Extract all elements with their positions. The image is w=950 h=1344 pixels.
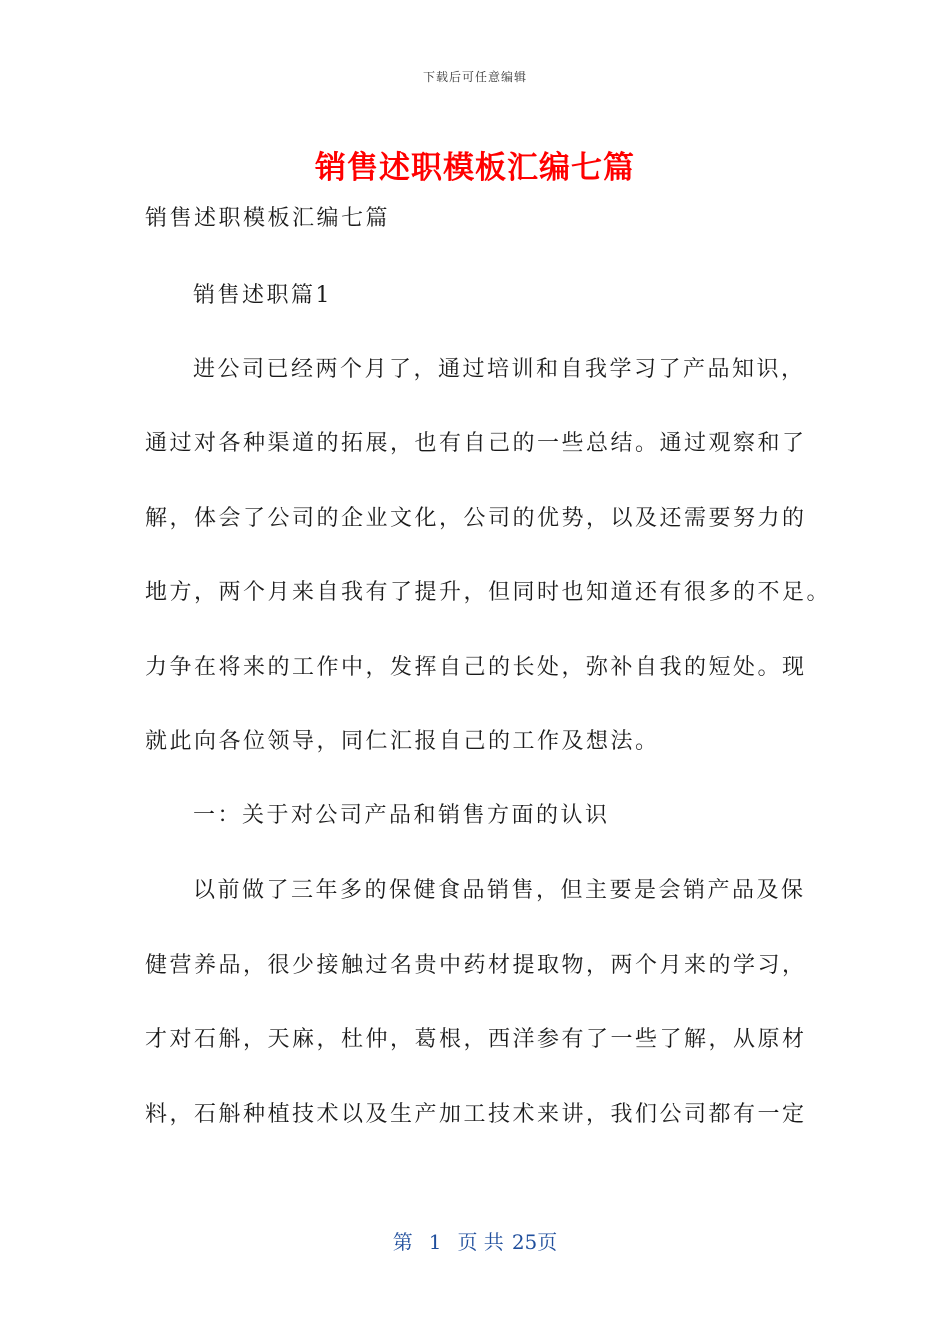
paragraph-line: 料，石斛种植技术以及生产加工技术来讲，我们公司都有一定: [145, 1102, 807, 1127]
page-total: 25: [511, 1230, 538, 1254]
page-suffix: 页: [537, 1230, 558, 1254]
subtitle-line: 销售述职模板汇编七篇: [145, 206, 391, 231]
paragraph-line: 以前做了三年多的保健食品销售，但主要是会销产品及保: [193, 878, 806, 903]
page-footer: [0, 1226, 950, 1255]
paragraph-line: 进公司已经两个月了，通过培训和自我学习了产品知识，: [193, 357, 806, 382]
section-heading: 销售述职篇1: [193, 283, 332, 308]
paragraph-line: 解，体会了公司的企业文化，公司的优势，以及还需要努力的: [145, 506, 807, 531]
paragraph-line: 就此向各位领导，同仁汇报自己的工作及想法。: [145, 729, 660, 754]
paragraph-line: 才对石斛，天麻，杜仲，葛根，西洋参有了一些了解，从原材: [145, 1027, 807, 1052]
paragraph-line: 力争在将来的工作中，发挥自己的长处，弥补自我的短处。现: [145, 655, 807, 680]
page-middle: 页 共: [457, 1230, 504, 1254]
subsection-heading: 一：关于对公司产品和销售方面的认识: [193, 803, 610, 828]
paragraph-line: 地方，两个月来自我有了提升，但同时也知道还有很多的不足。: [145, 580, 832, 605]
document-title: 销售述职模板汇编七篇: [315, 150, 635, 186]
page-current: 1: [428, 1230, 442, 1254]
paragraph-line: 通过对各种渠道的拓展，也有自己的一些总结。通过观察和了: [145, 431, 807, 456]
header-note: 下载后可任意编辑: [422, 70, 527, 84]
paragraph-line: 健营养品，很少接触过名贵中药材提取物，两个月来的学习，: [145, 953, 807, 978]
page-prefix: 第: [392, 1230, 413, 1254]
